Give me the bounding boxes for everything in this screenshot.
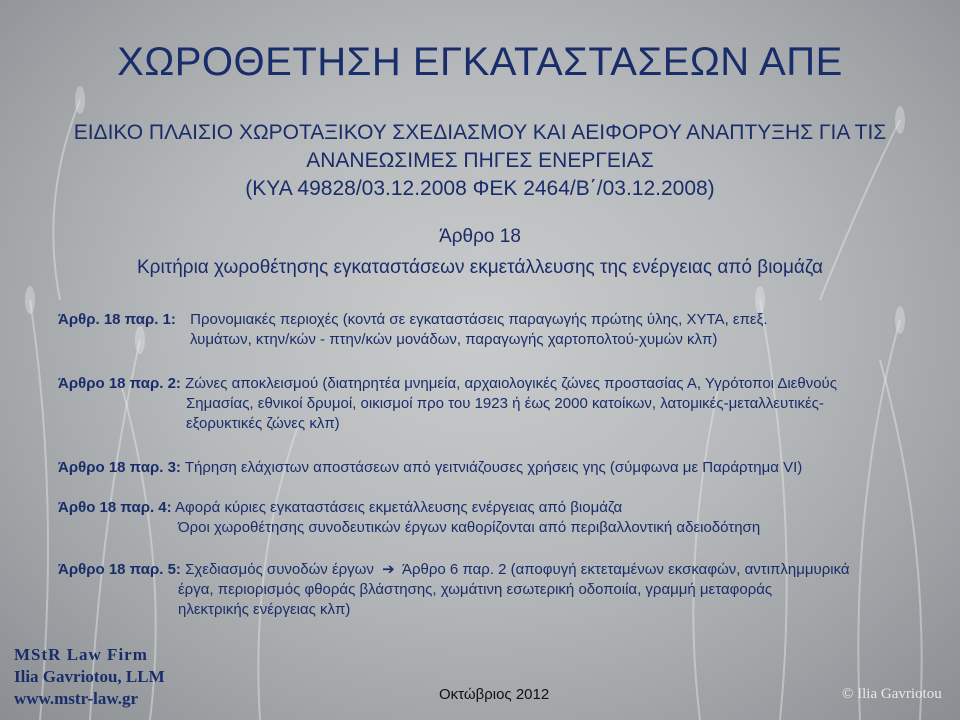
paragraph-3 <box>58 458 938 478</box>
paragraph-5-line-2: έργα, περιορισμός φθοράς βλάστησης, χωμάτινη εσωτερική οδοποιία, γραμμή μεταφοράς <box>178 581 773 598</box>
firm-website[interactable]: www.mstr-law.gr <box>14 689 139 708</box>
paragraph-2-label: Άρθρο 18 παρ. 2: <box>58 375 181 392</box>
subtitle-line-1: ΕΙΔΙΚΟ ΠΛΑΙΣΙΟ ΧΩΡΟΤΑΞΙΚΟΥ ΣΧΕΔΙΑΣΜΟΥ ΚΑΙ ΑΕΙΦΟΡΟΥ ΑΝΑΠΤΥΞΗΣ ΓΙΑ ΤΙΣ <box>73 121 887 144</box>
paragraph-1-line-1: Προνομιακές περιοχές (κοντά σε εγκαταστάσεις παραγωγής πρώτης ύλης, ΧΥΤΑ, επεξ. <box>190 311 768 328</box>
article-subheading: Κριτήρια χωροθέτησης εγκαταστάσεων εκμετάλλευσης της ενέργειας από βιομάζα <box>136 257 824 278</box>
copyright-notice: © Ilia Gavriotou <box>842 686 942 702</box>
paragraph-4-line-2: Όροι χωροθέτησης συνοδευτικών έργων καθορίζονται από περιβαλλοντική αδειοδότηση <box>178 519 761 536</box>
framework-subtitle <box>0 119 960 175</box>
paragraph-2-line-1: Ζώνες αποκλεισμού (διατηρητέα μνημεία, αρχαιολογικές ζώνες προστασίας Α, Υγρότοποι Διεθνούς <box>185 375 837 392</box>
paragraph-4 <box>58 498 938 538</box>
paragraph-4-line-1: Αφορά κύριες εγκαταστάσεις εκμετάλλευσης ενέργειας από βιομάζα <box>175 499 623 516</box>
subtitle-line-2: ΑΝΑΝΕΩΣΙΜΕΣ ΠΗΓΕΣ ΕΝΕΡΓΕΙΑΣ <box>306 149 654 172</box>
paragraph-2-line-3: εξορυκτικές ζώνες κλπ) <box>186 415 340 432</box>
paragraph-5-line-3: ηλεκτρικής ενέργειας κλπ) <box>178 601 351 618</box>
paragraph-2 <box>58 374 938 434</box>
paragraph-1 <box>58 310 938 350</box>
page-title: ΧΩΡΟΘΕΤΗΣΗ ΕΓΚΑΤΑΣΤΑΣΕΩΝ ΑΠΕ <box>117 40 843 84</box>
paragraph-5-label: Άρθρο 18 παρ. 5: <box>58 561 181 578</box>
presentation-date: Οκτώβριος 2012 <box>439 686 550 703</box>
firm-signature <box>14 644 165 710</box>
paragraph-5-line-1b: Άρθρο 6 παρ. 2 (αποφυγή εκτεταμένων εκσκαφών, αντιπλημμυρικά <box>402 561 850 578</box>
paragraph-3-label: Άρθρο 18 παρ. 3: <box>58 459 181 476</box>
paragraph-5-line-1a: Σχεδιασμός συνοδών έργων <box>185 561 374 578</box>
article-heading: Άρθρο 18 <box>439 226 521 247</box>
decree-reference: (ΚΥΑ 49828/03.12.2008 ΦΕΚ 2464/Β΄/03.12.2008) <box>245 177 715 200</box>
author-name: Ilia Gavriotou, LLM <box>14 667 165 686</box>
paragraph-1-label: Άρθρ. 18 παρ. 1: <box>58 311 176 328</box>
right-arrow-icon: ➔ <box>382 561 395 578</box>
paragraph-4-label: Άρθο 18 παρ. 4: <box>58 499 172 516</box>
paragraph-1-line-2: λυμάτων, κτην/κών - πτην/κών μονάδων, παραγωγής χαρτοπολτού-χυμών κλπ) <box>190 331 718 348</box>
paragraph-3-line-1: Τήρηση ελάχιστων αποστάσεων από γειτνιάζουσες χρήσεις γης (σύμφωνα με Παράρτημα VI) <box>184 459 803 476</box>
paragraph-5 <box>58 560 938 620</box>
paragraph-2-line-2: Σημασίας, εθνικοί δρυμοί, οικισμοί προ του 1923 ή έως 2000 κατοίκων, λατομικές-μεταλλευτικές- <box>186 395 824 412</box>
firm-name: MStR Law Firm <box>14 645 148 664</box>
